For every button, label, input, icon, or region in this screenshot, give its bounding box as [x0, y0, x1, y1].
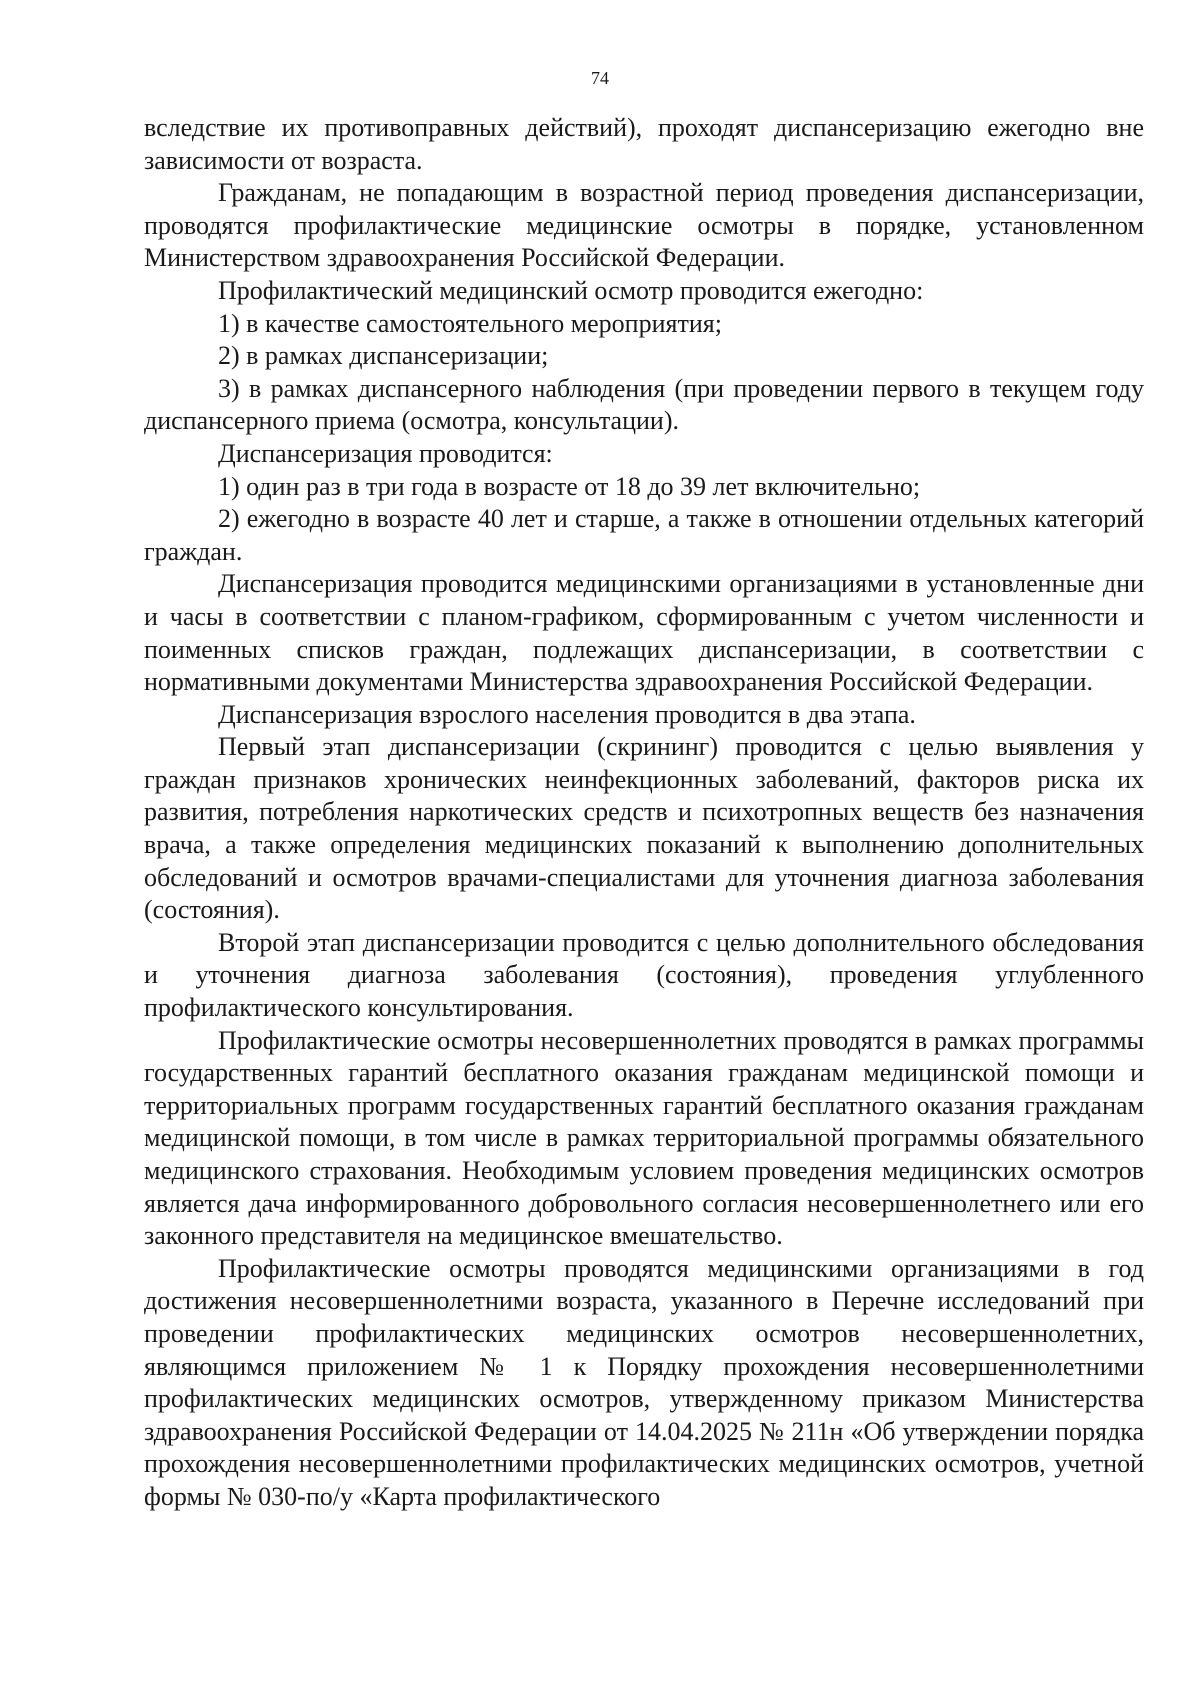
paragraph: Профилактический медицинский осмотр проводится ежегодно:	[218, 275, 924, 305]
paragraph: Диспансеризация взрослого населения проводится в два этапа.	[218, 699, 916, 729]
paragraph: вследствие их противоправных действий), проходят диспансеризацию ежегодно вне зависимости от возраста.	[144, 113, 1144, 175]
list-item: 2) в рамках диспансеризации;	[218, 341, 549, 371]
document-body	[144, 112, 1144, 1514]
list-item: 1) один раз в три года в возрасте от 18 до 39 лет включительно;	[218, 471, 921, 501]
page-number: 74	[591, 68, 609, 88]
paragraph: Диспансеризация проводится медицинскими организациями в установленные дни и часы в соответствии с планом-графиком, сформированным с учетом численности и поименных списков граждан, подлежащих диспансеризации, в соответствии с нормативными документами Министерства здравоохранения Российской Федерации.	[144, 569, 1144, 697]
paragraph: Диспансеризация проводится:	[218, 438, 553, 468]
paragraph: Профилактические осмотры несовершеннолетних проводятся в рамках программы государственных гарантий бесплатного оказания гражданам медицинской помощи и территориальных программ государственных гарантий бесплатного оказания гражданам медицинской помощи, в том числе в рамках территориальной программы обязательного медицинского страхования. Необходимым условием проведения медицинских осмотров является дача информированного добровольного согласия несовершеннолетнего или его законного представителя на медицинское вмешательство.	[144, 1025, 1144, 1251]
paragraph: Второй этап диспансеризации проводится с целью дополнительного обследования и уточнения диагноза заболевания (состояния), проведения углубленного профилактического консультирования.	[144, 927, 1144, 1023]
paragraph: Профилактические осмотры проводятся медицинскими организациями в год достижения несовершеннолетними возраста, указанного в Перечне исследований при проведении профилактических медицинских осмотров несовершеннолетних, являющимся приложением № 1 к Порядку прохождения несовершеннолетними профилактических медицинских осмотров, утвержденному приказом Министерства здравоохранения Российской Федерации от 14.04.2025 № 211н «Об утверждении порядка прохождения несовершеннолетними профилактических медицинских осмотров, учетной формы № 030-по/у «Карта профилактического	[144, 1253, 1144, 1511]
list-item: 1) в качестве самостоятельного мероприятия;	[218, 308, 722, 338]
paragraph: Первый этап диспансеризации (скрининг) проводится с целью выявления у граждан признаков хронических неинфекционных заболеваний, факторов риска их развития, потребления наркотических средств и психотропных веществ без назначения врача, а также определения медицинских показаний к выполнению дополнительных обследований и осмотров врачами-специалистами для уточнения диагноза заболевания (состояния).	[144, 732, 1144, 925]
paragraph: Гражданам, не попадающим в возрастной период проведения диспансеризации, проводятся профилактические медицинские осмотры в порядке, установленном Министерством здравоохранения Российской Федерации.	[144, 178, 1144, 273]
list-item: 3) в рамках диспансерного наблюдения (при проведении первого в текущем году диспансерного приема (осмотра, консультации).	[144, 373, 1144, 436]
list-item: 2) ежегодно в возрасте 40 лет и старше, а также в отношении отдельных категорий граждан.	[144, 504, 1144, 566]
